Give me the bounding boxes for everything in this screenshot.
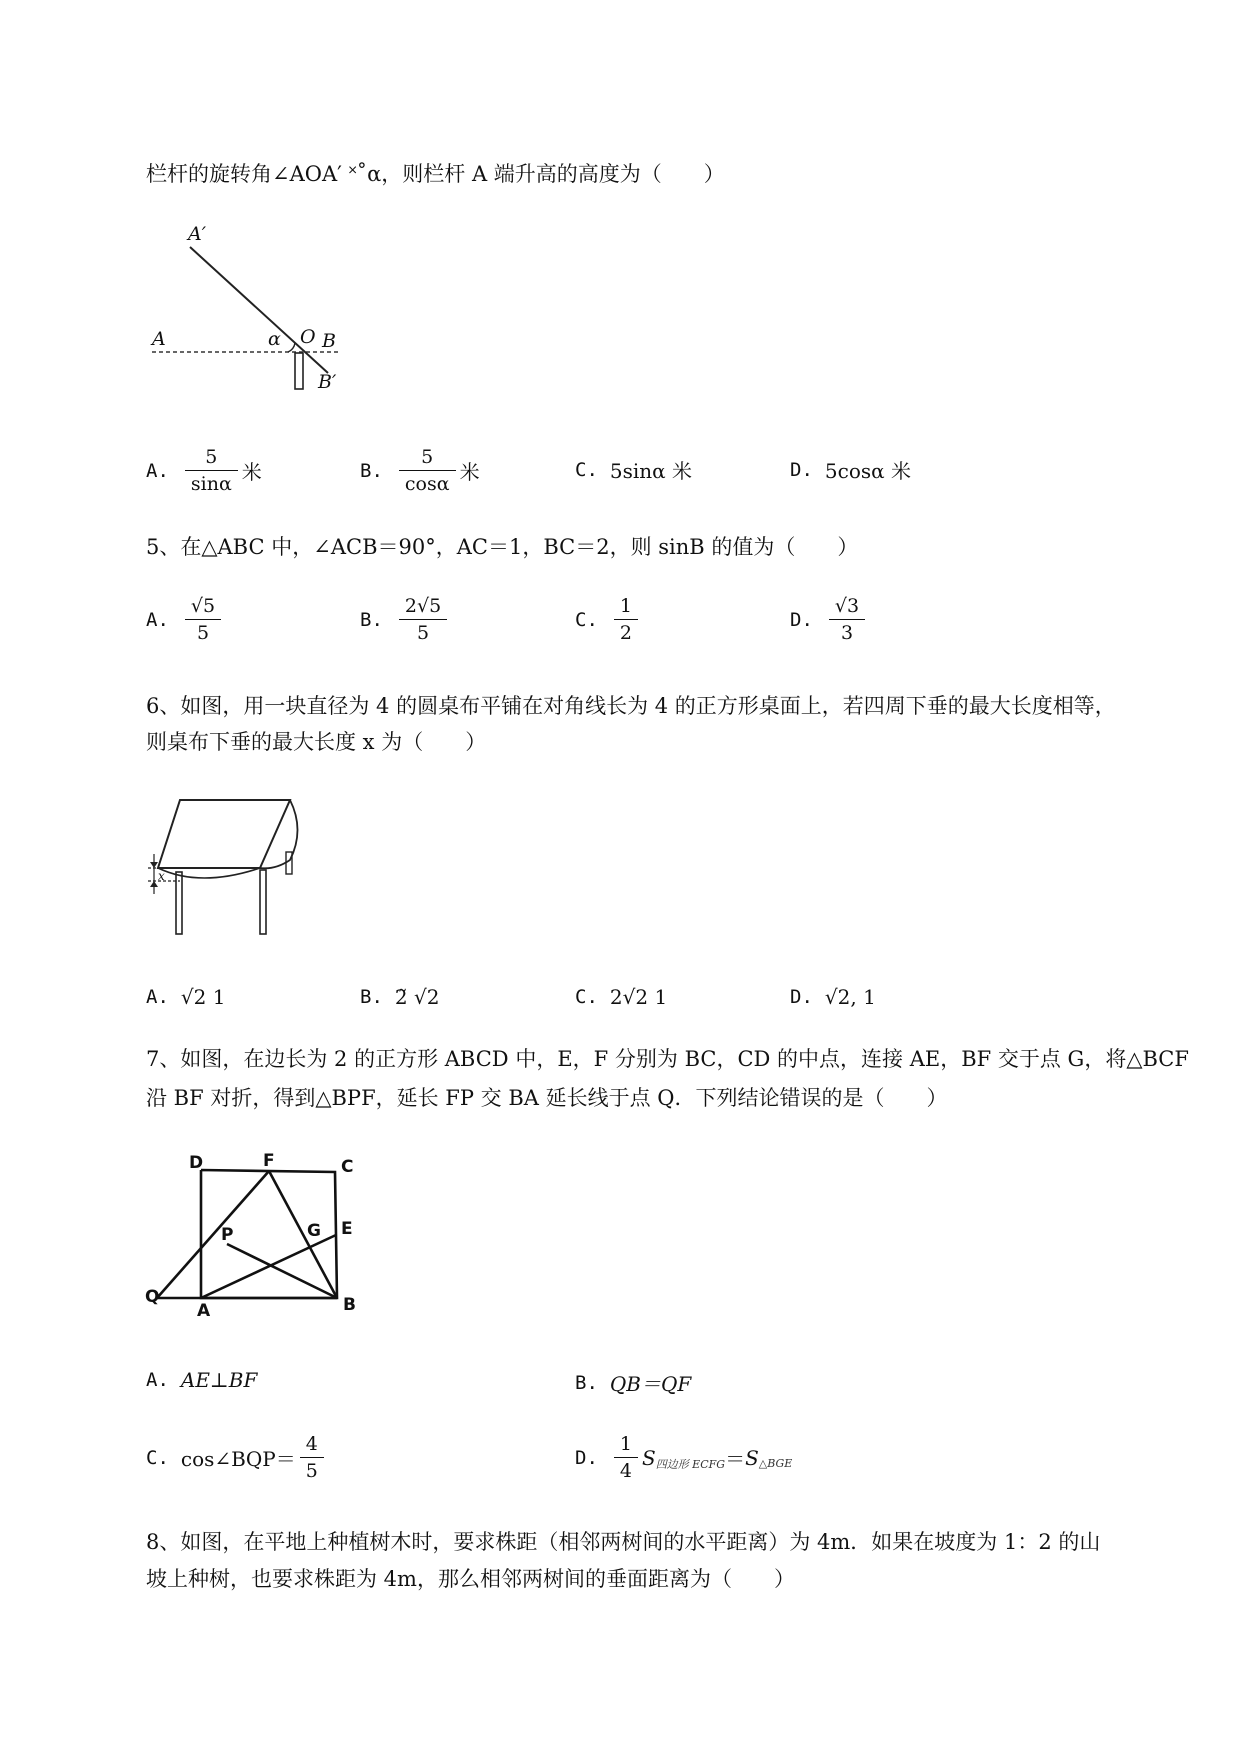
q7-option-c-text: cos∠BQP＝ [180, 1447, 296, 1471]
q4-figure-railing [140, 225, 360, 405]
q7-option-c-fraction [300, 1433, 324, 1482]
q7-label-e: E [341, 1219, 353, 1239]
q7-line-qf [157, 1171, 269, 1298]
q7-line-pb [227, 1244, 337, 1298]
q7-label-g: G [307, 1221, 321, 1241]
q4-option-a-den: sinα [190, 473, 232, 495]
q7-label-f: F [263, 1151, 275, 1171]
q6-dim-arrowhead-top [150, 862, 158, 868]
q5-option-d[interactable] [790, 595, 869, 644]
q5-option-a-num: √5 [190, 595, 216, 617]
q7-label-p: P [221, 1225, 234, 1245]
q4-option-c-label: C. [575, 458, 598, 481]
q4-post [295, 353, 303, 389]
q7-stem-line2: 沿 BF 对折，得到△BPF，延长 FP 交 BA 延长线于点 Q．下列结论错误的是（ ） [146, 1086, 948, 1110]
q6-option-d[interactable] [790, 985, 876, 1009]
q6-table-top [158, 800, 290, 868]
q7-option-c-den: 5 [305, 1460, 318, 1482]
q5-option-a-fraction [185, 595, 221, 644]
q4-label-a: A [152, 328, 166, 350]
q4-option-d-label: D. [790, 458, 813, 481]
q5-option-b[interactable] [360, 595, 451, 644]
q7-label-c: C [341, 1157, 354, 1177]
q4-label-alpha: α [268, 328, 281, 350]
q4-option-d-text: 5cosα 米 [824, 459, 911, 483]
q7-label-b: B [343, 1295, 356, 1315]
q8-stem-line1: 8、如图，在平地上种植树木时，要求株距（相邻两树间的水平距离）为 4m．如果在坡度为 1：2 的山 [146, 1530, 1101, 1554]
q6-option-b-label: B. [360, 986, 383, 1008]
q6-option-b[interactable] [360, 985, 439, 1009]
q7-option-b[interactable] [575, 1368, 691, 1397]
q5-option-a-label: A. [146, 608, 169, 631]
q5-option-d-den: 3 [840, 622, 854, 644]
q7-option-b-label: B. [575, 1371, 598, 1394]
q7-option-d-fraction [614, 1433, 638, 1482]
q7-option-d-s2: S [745, 1445, 759, 1470]
q6-dim-arrowhead-bottom [150, 881, 158, 887]
q7-label-d: D [189, 1153, 204, 1173]
q4-option-b-label: B. [360, 459, 383, 482]
q5-option-a-den: 5 [196, 622, 210, 644]
q4-option-a[interactable] [146, 446, 262, 495]
q6-cloth-hang [158, 868, 260, 878]
q7-option-d-num: 1 [619, 1433, 632, 1455]
q4-option-a-num: 5 [205, 446, 218, 468]
q7-option-a-label: A. [146, 1369, 169, 1391]
q4-option-a-label: A. [146, 459, 169, 482]
q6-option-c-label: C. [575, 986, 598, 1008]
q6-stem-line2: 则桌布下垂的最大长度 x 为（ ） [146, 730, 487, 754]
q6-option-c-text: 2√2 1 [609, 985, 668, 1009]
q4-option-c[interactable] [575, 455, 692, 484]
q7-label-q: Q [145, 1287, 160, 1307]
q5-option-b-label: B. [360, 608, 383, 631]
q4-option-d[interactable] [790, 455, 911, 484]
q6-option-d-label: D. [790, 986, 813, 1008]
q4-option-b-num: 5 [421, 446, 434, 468]
q6-option-d-text: √2, 1 [824, 985, 876, 1009]
q7-option-c-num: 4 [305, 1433, 318, 1455]
q7-line-fb [269, 1171, 337, 1298]
q7-option-d-den: 4 [619, 1460, 632, 1482]
q5-stem: 5、在△ABC 中，∠ACB＝90°，AC＝1，BC＝2，则 sinB 的值为（ ） [146, 535, 859, 559]
q4-angle-arc [288, 343, 295, 352]
q6-stem-line1: 6、如图，用一块直径为 4 的圆桌布平铺在对角线长为 4 的正方形桌面上，若四周下垂的最大长度相等， [146, 694, 1116, 718]
q6-option-a-label: A. [146, 986, 169, 1008]
q5-option-d-num: √3 [834, 595, 860, 617]
q4-stem: 栏杆的旋转角∠AOA′ ˟˚α，则栏杆 A 端升高的高度为（ ） [146, 162, 725, 186]
q6-label-x: x [158, 869, 165, 883]
q5-option-c-den: 2 [619, 622, 632, 644]
q5-option-c[interactable] [575, 595, 642, 644]
q7-option-b-text: QB＝QF [609, 1372, 692, 1396]
q5-option-a[interactable] [146, 595, 225, 644]
q6-leg-front-right [260, 870, 266, 934]
q5-option-c-label: C. [575, 608, 598, 631]
q6-option-c[interactable] [575, 985, 667, 1009]
q7-figure-square [145, 1150, 375, 1320]
q6-option-a[interactable] [146, 985, 225, 1009]
q5-option-b-num: 2√5 [404, 595, 442, 617]
q4-option-a-fraction [185, 446, 238, 495]
q7-option-a-text: AE⊥BF [180, 1368, 258, 1392]
q7-option-d-s1: S [641, 1445, 656, 1470]
q5-option-d-label: D. [790, 608, 813, 631]
q4-label-a-prime: A′ [188, 223, 207, 245]
q5-option-b-fraction [399, 595, 447, 644]
q5-option-c-fraction [614, 595, 638, 644]
q7-option-d-eq: ＝ [725, 1447, 746, 1471]
q7-label-a: A [197, 1301, 211, 1321]
q7-option-d[interactable] [575, 1433, 792, 1482]
q7-option-c-label: C. [146, 1446, 169, 1469]
q4-option-b[interactable] [360, 446, 480, 495]
q6-leg-back-right [286, 852, 292, 874]
q7-option-d-s2-sub: △BGE [758, 1457, 793, 1470]
q7-option-d-label: D. [575, 1446, 598, 1469]
q6-figure-table [140, 790, 320, 940]
q4-rotated-bar [190, 247, 328, 373]
q5-option-c-num: 1 [619, 595, 632, 617]
q4-label-o: O [300, 326, 316, 348]
q4-option-a-unit: 米 [241, 460, 262, 484]
q5-option-d-fraction [829, 595, 865, 644]
q4-option-b-unit: 米 [459, 460, 480, 484]
q4-option-c-text: 5sinα 米 [609, 459, 693, 483]
q4-option-b-den: cosα [404, 473, 450, 495]
q7-stem-line1: 7、如图，在边长为 2 的正方形 ABCD 中，E，F 分别为 BC，CD 的中点，连接 AE，BF 交于点 G，将△BCF [146, 1047, 1189, 1071]
q7-option-a[interactable] [146, 1368, 257, 1392]
q4-label-b: B [322, 330, 336, 352]
q7-option-c[interactable] [146, 1433, 328, 1482]
q4-label-b-prime: B′ [318, 371, 337, 393]
q6-option-a-text: √2 1 [180, 985, 226, 1009]
q4-option-b-fraction [399, 446, 456, 495]
q7-option-d-s1-sub: 四边形 ECFG [655, 1457, 726, 1471]
q5-option-b-den: 5 [416, 622, 430, 644]
q8-stem-line2: 坡上种树，也要求株距为 4m，那么相邻两树间的垂面距离为（ ） [146, 1567, 795, 1591]
q6-option-b-text: 2̃ √2 [394, 985, 440, 1009]
